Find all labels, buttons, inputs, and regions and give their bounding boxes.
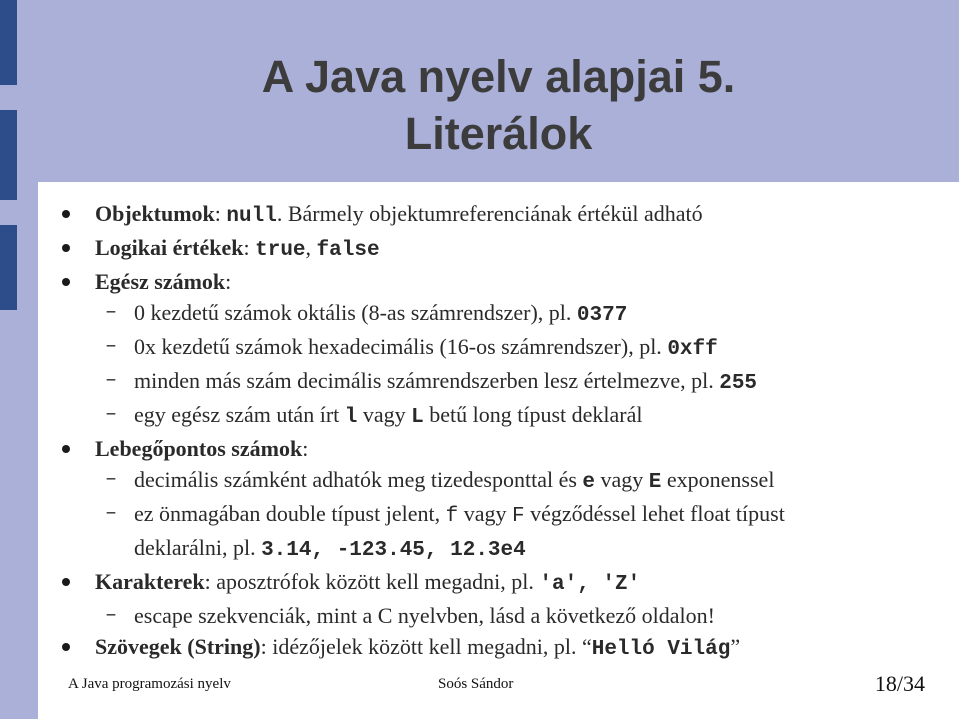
item-label: Lebegőpontos számok [95,436,303,461]
code-literal: e [582,471,596,494]
title-line-1: A Java nyelv alapjai 5. [261,51,736,102]
bullet-icon [62,643,70,651]
code-literal: Helló Világ [591,638,731,661]
sub-item [60,399,940,433]
sub-item [60,365,940,399]
dash-marker: – [105,403,118,426]
item-text: minden más szám decimális számrendszerben lesz értelmezve, pl. [134,368,720,393]
code-literal: E [648,471,662,494]
code-literal: 'a', 'Z' [539,573,641,596]
decoration-bar [0,0,17,85]
dash-marker: – [105,468,118,491]
item-text: vagy [458,501,512,526]
decoration-bar [0,225,17,310]
decoration-bar [0,110,17,200]
item-text: : aposztrófok között kell megadni, pl. [204,569,540,594]
sub-item-continuation [60,532,940,566]
list-item [60,232,940,266]
slide-title [38,48,959,162]
bullet-icon [62,278,70,286]
list-item [60,198,940,232]
item-text: ez önmagában double típust jelent, [134,501,446,526]
sub-item [60,498,940,532]
code-literal: 3.14, -123.45, 12.3e4 [261,539,526,562]
item-text: : [225,269,232,294]
item-label: Objektumok [95,201,215,226]
code-literal: f [445,505,459,528]
item-label: Szövegek (String) [95,634,261,659]
item-text: exponenssel [661,467,775,492]
item-text: . Bármely objektumreferenciának értékül adható [276,201,703,226]
item-text: vagy [357,402,412,427]
list-item [60,631,940,665]
item-text: , [305,235,317,260]
dash-marker: – [105,502,118,525]
sub-item [60,600,940,631]
dash-marker: – [105,335,118,358]
item-text: betű long típust deklarál [423,402,643,427]
code-literal: true [255,239,306,262]
item-label: Karakterek [95,569,205,594]
item-label: Egész számok [95,269,226,294]
code-literal: 255 [719,372,758,395]
code-literal: l [344,406,358,429]
footer-author: Soós Sándor [438,676,514,692]
item-text: : idézőjelek között kell megadni, pl. [260,634,582,659]
bullet-icon [62,244,70,252]
page-number: 18/34 [874,671,925,696]
bullet-icon [62,445,70,453]
dash-marker: – [105,301,118,324]
item-text: : [214,201,227,226]
bullet-list [60,198,940,665]
item-text: : [302,436,309,461]
code-literal: false [316,239,380,262]
item-text: vagy [595,467,649,492]
bullet-icon [62,210,70,218]
item-text: deklarálni, pl. [134,535,262,560]
sub-item [60,297,940,331]
item-text: egy egész szám után írt [134,402,345,427]
item-text: 0 kezdetű számok oktális (8-as számrendszer), pl. [134,300,577,325]
item-text: 0x kezdetű számok hexadecimális (16-os számrendszer), pl. [134,334,668,359]
code-literal: L [411,406,424,429]
item-label: Logikai értékek [95,235,244,260]
list-item [60,266,940,297]
item-text: escape szekvenciák, mint a C nyelvben, lásd a következő oldalon! [134,603,715,628]
quote-mark: “ [581,634,592,659]
item-text: végződéssel lehet float típust [524,501,785,526]
dash-marker: – [105,604,118,627]
footer-course: A Java programozási nyelv [68,676,231,692]
code-literal: null [226,205,277,228]
quote-mark: ” [730,634,741,659]
code-literal: 0xff [667,338,718,361]
item-text: : [243,235,256,260]
item-text: decimális számként adhatók meg tizedesponttal és [134,467,583,492]
code-literal: 0377 [576,304,628,327]
list-item [60,433,940,464]
title-line-2: Literálok [404,108,593,159]
sub-item [60,331,940,365]
dash-marker: – [105,369,118,392]
bullet-icon [62,578,70,586]
list-item [60,566,940,600]
code-literal: F [511,505,525,528]
sub-item [60,464,940,498]
